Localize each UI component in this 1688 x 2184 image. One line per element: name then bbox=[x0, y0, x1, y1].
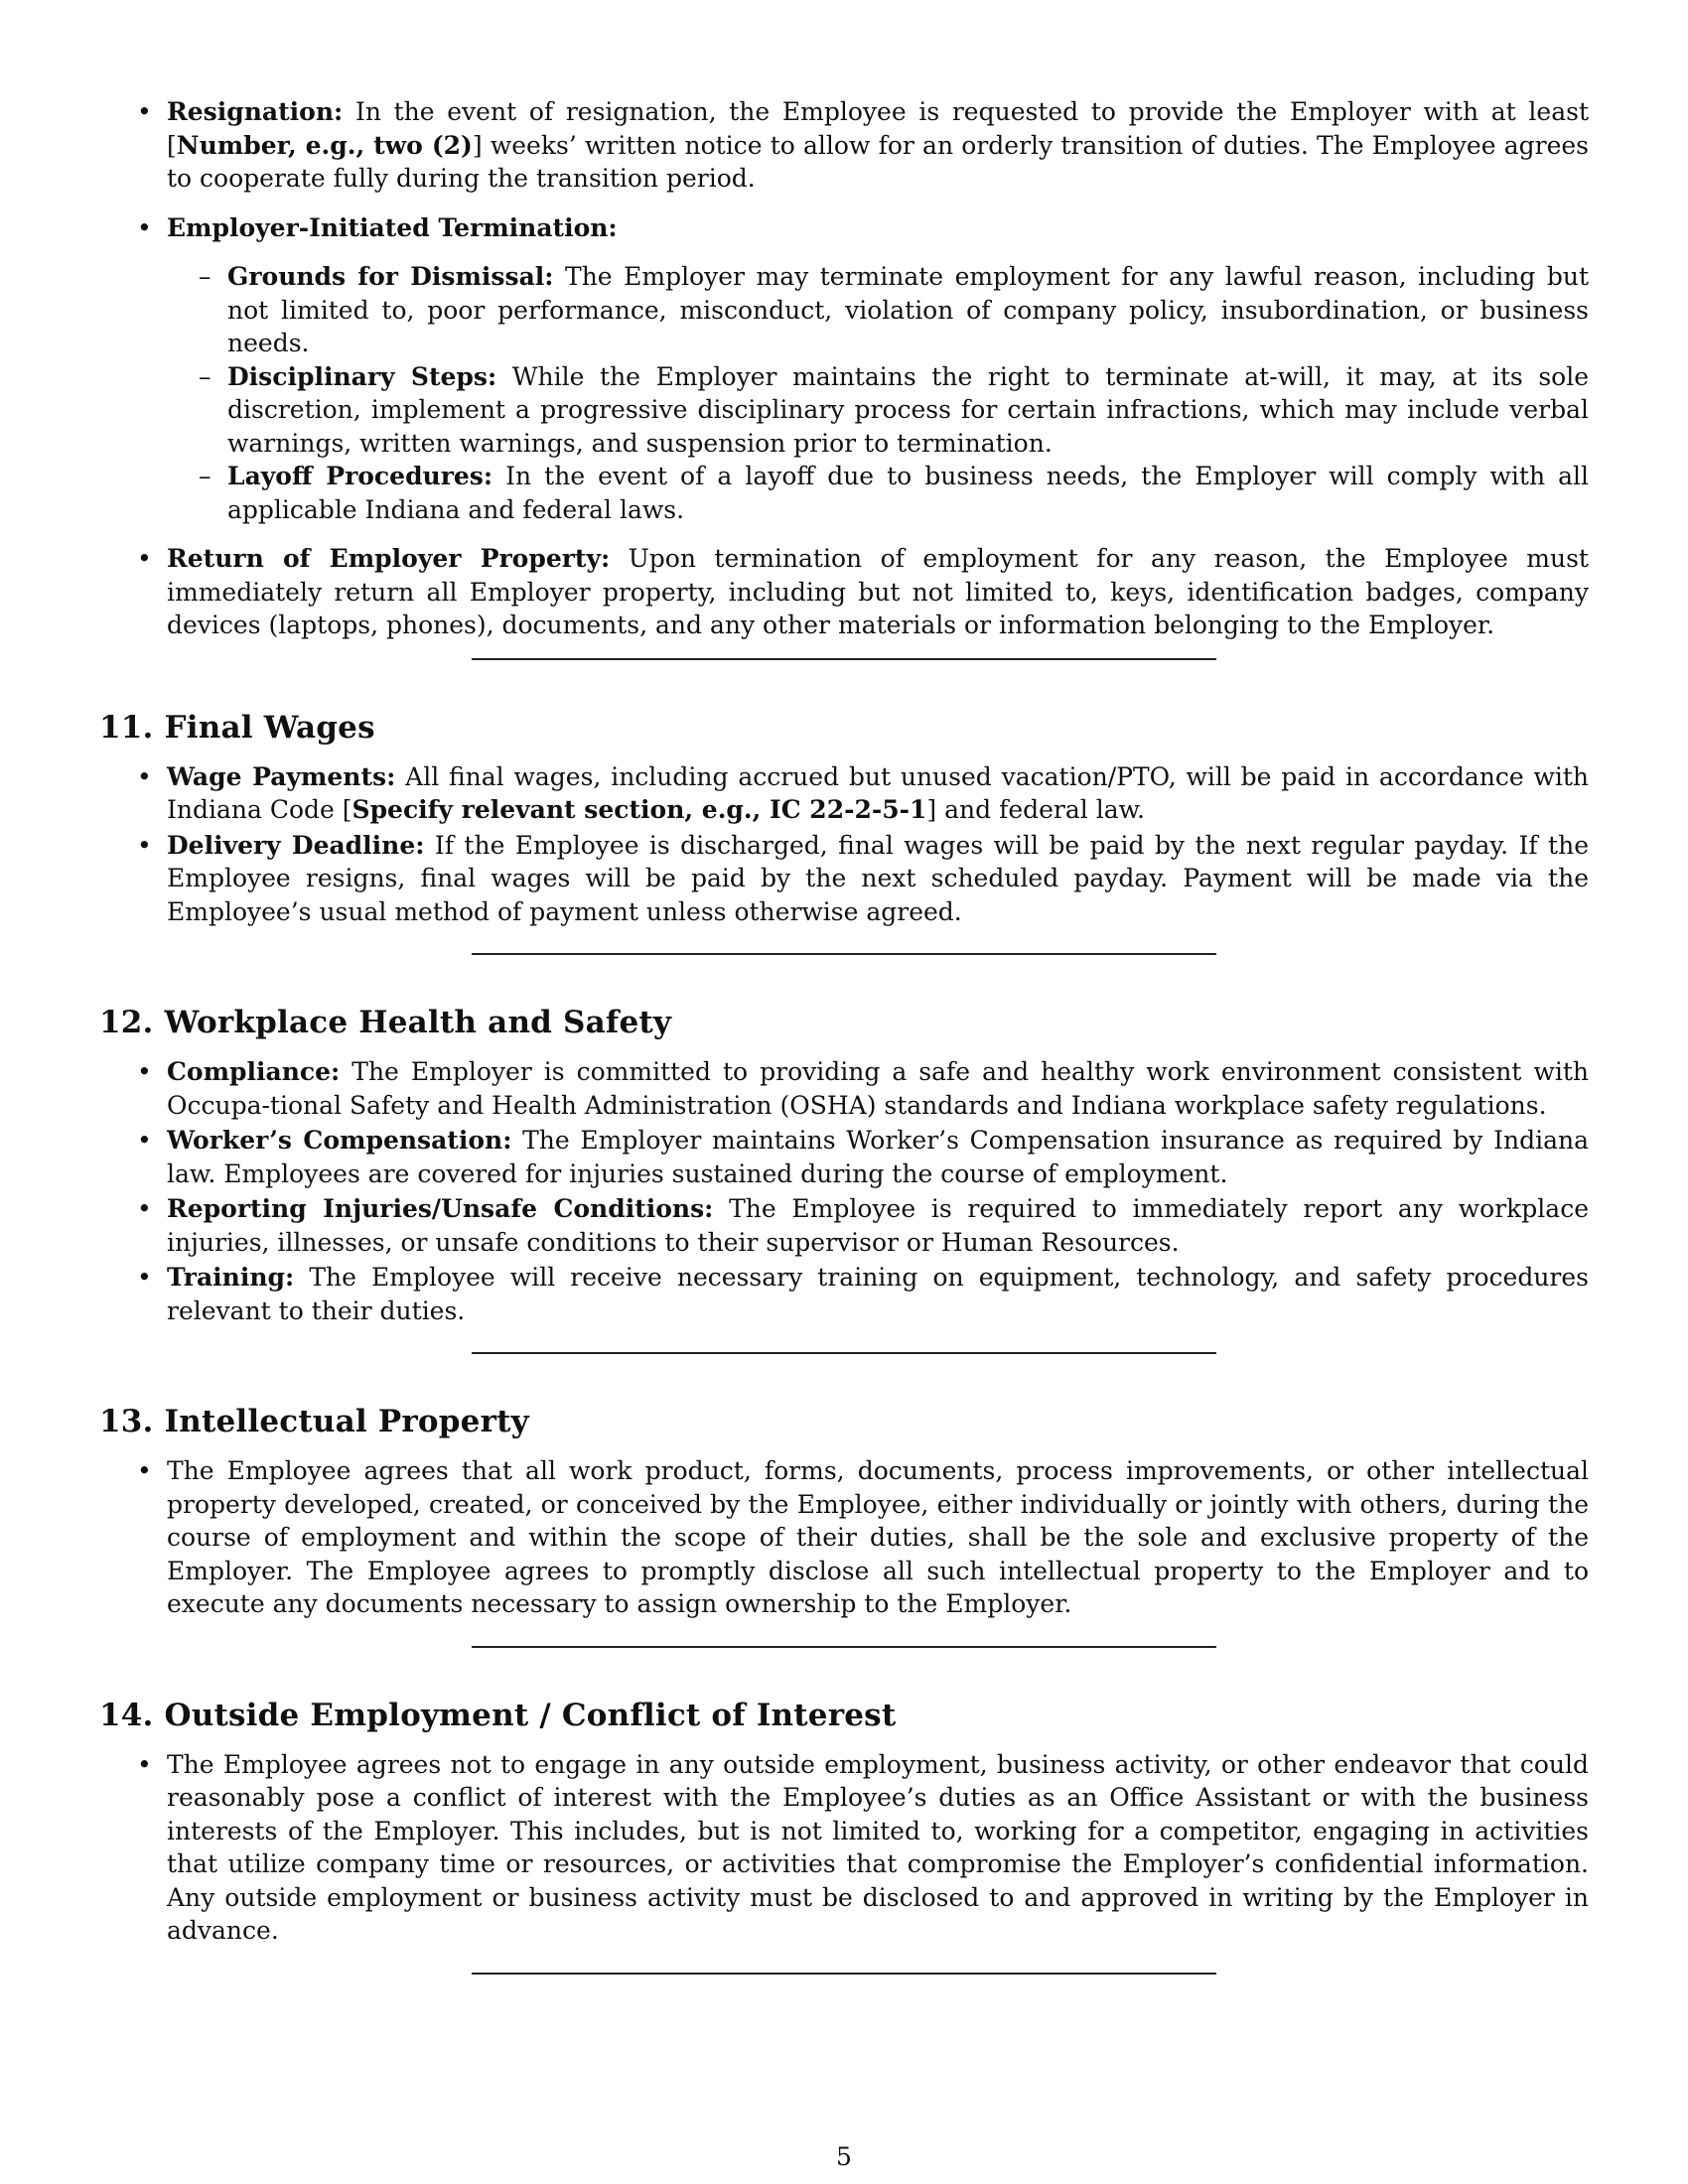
sub-list-item bbox=[167, 360, 1589, 461]
section-divider bbox=[472, 658, 1216, 660]
section-14-list bbox=[99, 1748, 1589, 1948]
termination-list bbox=[99, 95, 1589, 642]
training-label: Training: bbox=[167, 1263, 295, 1292]
return-property-item bbox=[99, 542, 1589, 642]
reporting-item bbox=[99, 1192, 1589, 1259]
resignation-placeholder: Number, e.g., two (2) bbox=[176, 130, 473, 160]
workers-comp-text: The Employer maintains Worker’s Compensation insurance as required by Indiana law. Employees are covered for injuries sustained during the course of employment. bbox=[167, 1126, 1589, 1188]
section-divider bbox=[472, 1973, 1216, 1975]
delivery-deadline-label: Delivery Deadline: bbox=[167, 830, 425, 860]
employer-initiated-label: Employer-Initiated Termination: bbox=[167, 212, 618, 242]
layoff-text: In the event of a layoff due to business needs, the Employer will comply with all applicable Indiana and federal laws. bbox=[227, 462, 1589, 524]
section-14-heading: 14. Outside Employment / Conflict of Interest bbox=[99, 1697, 897, 1733]
resignation-label: Resignation: bbox=[167, 97, 344, 126]
section-divider bbox=[472, 1352, 1216, 1354]
grounds-label: Grounds for Dismissal: bbox=[227, 262, 554, 291]
training-item bbox=[99, 1261, 1589, 1327]
training-text: The Employee will receive necessary training on equipment, technology, and safety procedures relevant to their duties. bbox=[167, 1263, 1589, 1325]
section-divider bbox=[472, 953, 1216, 955]
resignation-text-2: ] weeks’ written notice to allow for an orderly transition of duties. The Employee agrees to cooperate fully during the transition period. bbox=[167, 130, 1590, 193]
compliance-text: The Employer is committed to providing a safe and healthy work environment consistent with Occupa-tional Safety and Health Administration (OSHA) standards and Indiana workplace safety regulations. bbox=[167, 1057, 1589, 1120]
section-11-heading: 11. Final Wages bbox=[99, 709, 375, 746]
return-property-label: Return of Employer Property: bbox=[167, 544, 611, 573]
section-divider bbox=[472, 1646, 1216, 1648]
section-12-list bbox=[99, 1055, 1589, 1327]
section-13-list bbox=[99, 1454, 1589, 1621]
grounds-text: The Employer may terminate employment for any lawful reason, including but not limited to, poor performance, misconduct, violation of company policy, insubordination, or business needs. bbox=[227, 262, 1590, 357]
wage-payments-text-1: All final wages, including accrued but unused vacation/PTO, will be paid in accordance with Indiana Code [ bbox=[167, 761, 1589, 824]
page-number: 5 bbox=[836, 2142, 852, 2171]
workers-comp-label: Worker’s Compensation: bbox=[167, 1126, 512, 1155]
sub-list-item bbox=[167, 460, 1589, 526]
page-content bbox=[99, 95, 1589, 1975]
outside-employment-item: • The Employee agrees not to engage in any outside employment, business activity, or other endeavor that could reasonably pose a conflict of interest with the Employee’s duties as an Office Assistant or with the business interests of the Employer. This includes, but is not limited to, working for a competitor, engaging in activities that utilize company time or resources, or activities that compromise the Employer’s confidential information. Any outside employment or business activity must be disclosed to and approved in writing by the Employer in advance. bbox=[99, 1748, 1589, 1948]
delivery-deadline-item bbox=[99, 829, 1589, 929]
delivery-deadline-text: If the Employee is discharged, final wages will be paid by the next regular payday. If the Employee resigns, final wages will be paid by the next scheduled payday. Payment will be made via the Employee’s usual method of payment unless otherwise agreed. bbox=[167, 830, 1590, 926]
resignation-item bbox=[99, 95, 1589, 196]
compliance-label: Compliance: bbox=[167, 1057, 341, 1086]
compliance-item bbox=[99, 1055, 1589, 1122]
section-12-heading: 12. Workplace Health and Safety bbox=[99, 1005, 672, 1040]
sub-list-item bbox=[167, 260, 1589, 360]
section-13-heading: 13. Intellectual Property bbox=[99, 1404, 529, 1439]
employer-initiated-item bbox=[99, 211, 1589, 527]
disciplinary-label: Disciplinary Steps: bbox=[227, 361, 497, 391]
employer-initiated-sublist bbox=[167, 260, 1589, 526]
disciplinary-text: While the Employer maintains the right to terminate at-will, it may, at its sole discretion, implement a progressive disciplinary process for certain infractions, which may include verbal warnings, written warnings, and suspension prior to termination. bbox=[227, 361, 1590, 458]
layoff-label: Layoff Procedures: bbox=[227, 462, 493, 490]
reporting-label: Reporting Injuries/Unsafe Conditions: bbox=[167, 1194, 714, 1223]
reporting-text: The Employee is required to immediately report any workplace injuries, illnesses, or unsafe conditions to their supervisor or Human Resources. bbox=[167, 1194, 1589, 1257]
return-property-text: Upon termination of employment for any reason, the Employee must immediately return all Employer property, including but not limited to, keys, identification badges, company devices (laptops, phones), documents, and any other materials or information belonging to the Employer. bbox=[167, 544, 1589, 639]
wage-payments-label: Wage Payments: bbox=[167, 761, 396, 791]
wage-payments-item bbox=[99, 760, 1589, 827]
wage-payments-text-2: ] and federal law. bbox=[926, 795, 1145, 824]
intellectual-property-item: • The Employee agrees that all work product, forms, documents, process improvements, or other intellectual property developed, created, or conceived by the Employee, either individually or jointly with others, during the course of employment and within the scope of their duties, shall be the sole and exclusive property of the Employer. The Employee agrees to promptly disclose all such intellectual property to the Employer and to execute any documents necessary to assign ownership to the Employer. bbox=[99, 1454, 1589, 1621]
workers-comp-item bbox=[99, 1124, 1589, 1190]
section-11-list bbox=[99, 760, 1589, 929]
resignation-text-1: In the event of resignation, the Employee is requested to provide the Employer with at least [ bbox=[167, 97, 1589, 160]
wage-payments-placeholder: Specify relevant section, e.g., IC 22-2-5-1 bbox=[352, 795, 927, 824]
